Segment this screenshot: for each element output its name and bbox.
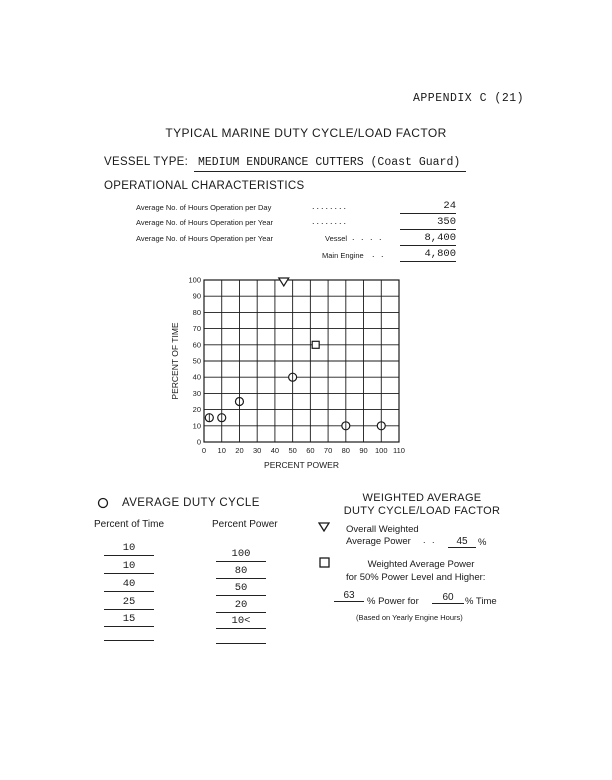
- vessel-hours-label: Vessel: [325, 234, 348, 243]
- hours-per-year-split-label: Average No. of Hours Operation per Year: [136, 234, 274, 243]
- overall-weighted-triangle: [279, 278, 289, 286]
- x-tick-label: 10: [217, 446, 226, 455]
- chart-grid: [204, 280, 399, 442]
- weighted-title-line1: WEIGHTED AVERAGE: [362, 492, 482, 504]
- time-text: % Time: [465, 596, 497, 607]
- weighted-title-line2: DUTY CYCLE/LOAD FACTOR: [343, 505, 501, 517]
- percent-time-entry: 10: [104, 542, 154, 556]
- overall-weighted-line1: Overall Weighted: [346, 524, 419, 535]
- leader-dots: ........: [312, 201, 349, 211]
- y-tick-label: 50: [192, 356, 201, 366]
- triangle-legend-icon: [318, 522, 330, 532]
- blank-entry-line: [216, 631, 266, 644]
- yearly-hours-note: (Based on Yearly Engine Hours): [356, 613, 463, 622]
- duty-cycle-legend-title: AVERAGE DUTY CYCLE: [122, 497, 260, 509]
- leader-dots: ........: [312, 216, 349, 226]
- x-tick-label: 100: [375, 446, 388, 455]
- x-tick-label: 60: [306, 446, 315, 455]
- x-tick-label: 40: [270, 446, 280, 455]
- page-title: TYPICAL MARINE DUTY CYCLE/LOAD FACTOR: [165, 126, 447, 140]
- leader-dots: . . . .: [352, 232, 384, 242]
- percent-time-header: Percent of Time: [94, 519, 165, 530]
- main-engine-hours-value: 4,800: [400, 248, 456, 262]
- x-axis-label: PERCENT POWER: [264, 460, 339, 470]
- x-tick-label: 90: [359, 446, 368, 455]
- y-axis-label: PERCENT OF TIME: [170, 322, 180, 400]
- x-tick-label: 30: [253, 446, 262, 455]
- y-tick-label: 60: [192, 340, 201, 350]
- weighted-average-title: [330, 492, 514, 518]
- x-tick-label: 110: [393, 446, 405, 455]
- chart-ticks: [188, 276, 405, 456]
- x-tick-label: 80: [341, 446, 350, 455]
- vessel-type-value: MEDIUM ENDURANCE CUTTERS (Coast Guard): [194, 156, 466, 172]
- y-tick-label: 70: [192, 324, 201, 334]
- overall-weighted-value: 45: [448, 536, 476, 548]
- hours-per-year-value: 350: [400, 216, 456, 230]
- percent-power-entry: 20: [216, 599, 266, 613]
- y-tick-label: 90: [192, 291, 201, 301]
- main-engine-label: Main Engine: [322, 251, 364, 260]
- leader-dots: . .: [423, 535, 437, 545]
- square-legend-icon: [319, 557, 330, 568]
- percent-time-entry: 25: [104, 596, 154, 610]
- leader-dots: . .: [372, 249, 386, 259]
- hours-per-day-label: Average No. of Hours Operation per Day: [136, 203, 272, 212]
- x-tick-label: 70: [323, 446, 333, 455]
- circle-legend-icon: [96, 496, 110, 510]
- y-tick-label: 10: [192, 421, 201, 431]
- y-tick-label: 30: [192, 388, 201, 398]
- vessel-type-label: VESSEL TYPE:: [104, 156, 189, 168]
- power-for-text: % Power for: [367, 596, 419, 607]
- y-tick-label: 100: [188, 275, 201, 285]
- x-tick-label: 20: [235, 446, 244, 455]
- percent-time-entry: 40: [104, 578, 154, 592]
- blank-entry-line: [104, 628, 154, 641]
- hours-per-day-value: 24: [400, 200, 456, 214]
- percent-power-entry: 100: [216, 548, 266, 562]
- percent-time-entry: 15: [104, 613, 154, 627]
- x-tick-label: 0: [201, 446, 207, 455]
- chart-marks: [205, 278, 385, 430]
- overall-weighted-line2: Average Power: [346, 536, 411, 547]
- appendix-label: APPENDIX C (21): [413, 92, 525, 105]
- operational-heading: OPERATIONAL CHARACTERISTICS: [104, 180, 305, 192]
- y-tick-label: 20: [192, 405, 201, 415]
- time-value: 60: [432, 592, 464, 604]
- percent-power-entry: 50: [216, 582, 266, 596]
- high-power-square: [312, 341, 319, 348]
- y-tick-label: 80: [192, 307, 201, 317]
- percent-sign: %: [478, 537, 487, 548]
- percent-power-entry: 10<: [216, 615, 266, 629]
- vessel-hours-value: 8,400: [400, 232, 456, 246]
- duty-cycle-chart: [168, 272, 418, 478]
- high-power-line2: for 50% Power Level and Higher:: [346, 572, 486, 583]
- hours-per-year-label: Average No. of Hours Operation per Year: [136, 218, 274, 227]
- x-tick-label: 50: [288, 446, 297, 455]
- high-power-line1: Weighted Average Power: [367, 559, 475, 570]
- y-tick-label: 0: [196, 437, 201, 447]
- y-tick-label: 40: [192, 372, 201, 382]
- percent-power-entry: 80: [216, 565, 266, 579]
- percent-time-entry: 10: [104, 560, 154, 574]
- percent-power-header: Percent Power: [212, 519, 278, 530]
- power-value: 63: [334, 590, 364, 602]
